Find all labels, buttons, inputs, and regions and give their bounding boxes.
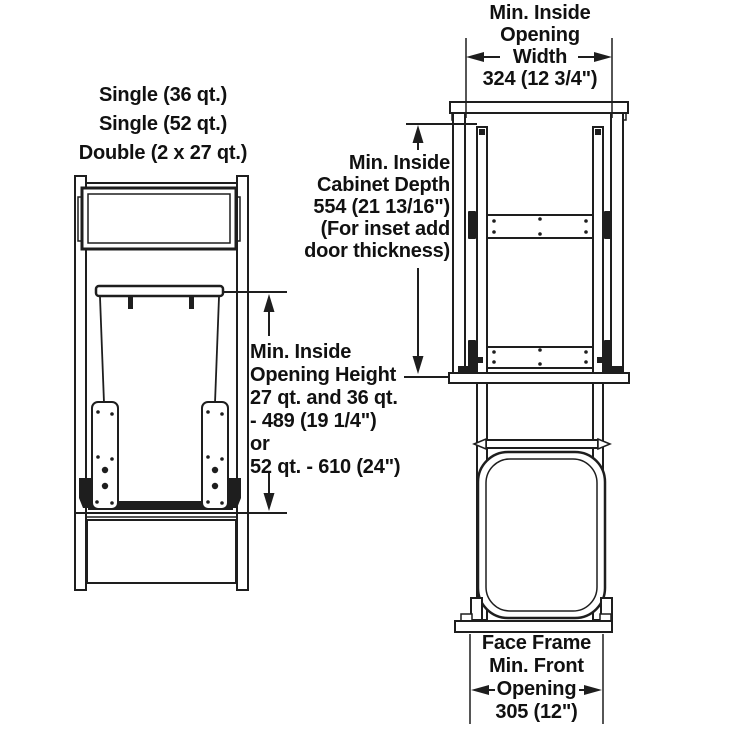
variant-double-27qt: Double (2 x 27 qt.)	[78, 142, 248, 164]
front-label-line1: Face Frame	[481, 632, 592, 654]
depth-label-line2: Cabinet Depth	[317, 174, 450, 196]
opening-height-label	[250, 341, 430, 479]
width-label-line1: Min. Inside	[489, 2, 591, 24]
depth-label-line1: Min. Inside	[348, 152, 450, 174]
front-opening-label	[451, 632, 622, 724]
front-label-value: 305 (12")	[495, 701, 578, 723]
height-label-line3: 27 qt. and 36 qt.	[250, 387, 398, 409]
depth-label-note1: (For inset add	[320, 218, 450, 240]
width-label-value: 324 (12 3/4")	[482, 68, 598, 90]
variant-labels	[57, 81, 269, 168]
width-label-line3: Width	[512, 46, 568, 68]
opening-width-label	[454, 2, 626, 90]
variant-single-52qt: Single (52 qt.)	[98, 113, 228, 135]
front-label-line3: Opening	[496, 678, 577, 700]
cabinet-depth-label	[240, 152, 450, 262]
depth-label-value: 554 (21 13/16")	[313, 196, 450, 218]
width-label-line2: Opening	[500, 24, 580, 46]
front-label-line2: Min. Front	[489, 655, 584, 677]
height-label-line2: Opening Height	[250, 364, 397, 386]
height-label-value2: 52 qt. - 610 (24")	[250, 456, 401, 478]
front-view-bin-lift	[79, 286, 241, 510]
depth-label-note2: door thickness)	[304, 240, 450, 262]
height-label-value1: - 489 (19 1/4")	[250, 410, 377, 432]
height-label-or: or	[250, 433, 270, 455]
height-label-line1: Min. Inside	[250, 341, 352, 363]
top-view-waste-bin	[455, 452, 612, 632]
variant-single-36qt: Single (36 qt.)	[98, 84, 228, 106]
